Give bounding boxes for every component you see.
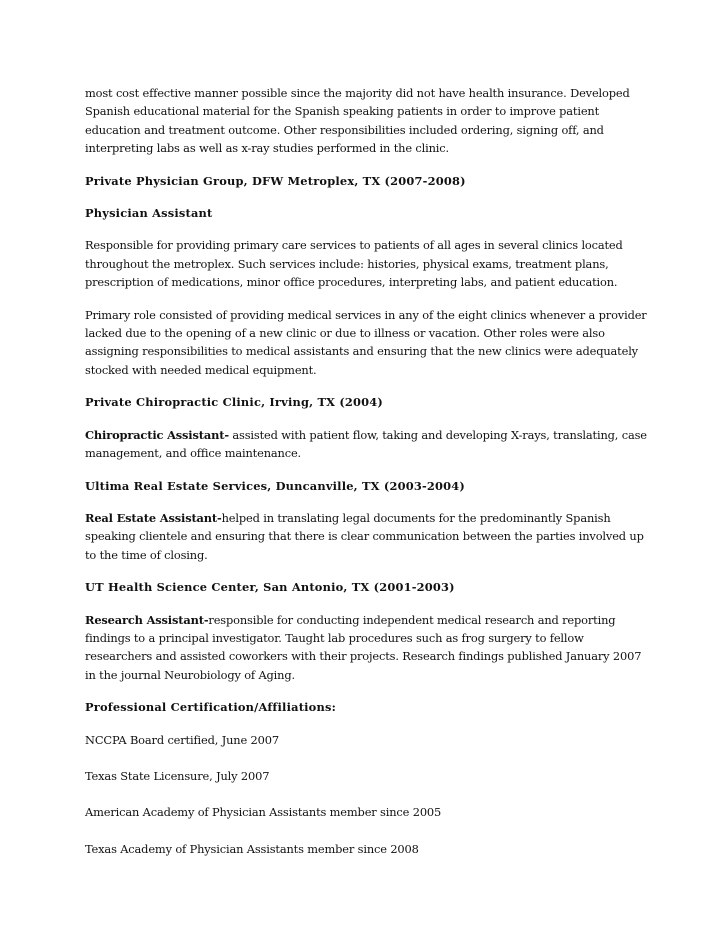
certification-item: Texas Academy of Physician Assistants member since 2008 xyxy=(85,841,419,856)
resume-page xyxy=(85,84,650,876)
employer-heading-ultima-real-estate: Ultima Real Estate Services, Duncanville, TX (2003-2004) xyxy=(85,478,465,493)
role-label: Research Assistant- xyxy=(85,612,209,627)
job-role-real-estate-assistant xyxy=(85,509,650,564)
certifications-heading: Professional Certification/Affiliations: xyxy=(85,700,336,715)
job-description-paragraph: Responsible for providing primary care services to patients of all ages in several clinics located throughout the metroplex. Such services include: histories, physical exams, treatment plans, prescription of medications, minor office procedures, interpreting labs, and patient education. xyxy=(85,238,623,290)
role-label: Real Estate Assistant- xyxy=(85,510,222,525)
certification-item: Texas State Licensure, July 2007 xyxy=(85,768,270,783)
employer-heading-private-physician-group: Private Physician Group, DFW Metroplex, TX (2007-2008) xyxy=(85,173,466,188)
role-description: assisted with patient flow, taking and developing X-rays, translating, case management, and office maintenance. xyxy=(85,427,647,461)
intro-paragraph: most cost effective manner possible since the majority did not have health insurance. Developed Spanish educational material for the Spanish speaking patients in order to improve patient education and treatment outcome. Other responsibilities included ordering, signing off, and interpreting labs as well as x-ray studies performed in the clinic. xyxy=(85,86,630,156)
employer-heading-ut-health-science-center: UT Health Science Center, San Antonio, TX (2001-2003) xyxy=(85,580,455,595)
certification-item: NCCPA Board certified, June 2007 xyxy=(85,732,279,747)
job-title-physician-assistant: Physician Assistant xyxy=(85,206,213,221)
role-description: responsible for conducting independent medical research and reporting findings to a principal investigator. Taught lab procedures such as frog surgery to fellow researchers and assisted coworkers with their projects. Research findings published January 2007 in the journal Neurobiology of Aging. xyxy=(85,612,642,682)
job-role-research-assistant xyxy=(85,611,650,685)
certification-item: American Academy of Physician Assistants member since 2005 xyxy=(85,805,442,820)
role-description: helped in translating legal documents for the predominantly Spanish speaking clientele and ensuring that there is clear communication between the parties involved up to the time of closing. xyxy=(85,510,644,562)
employer-heading-chiropractic-clinic: Private Chiropractic Clinic, Irving, TX (2004) xyxy=(85,395,384,410)
role-label: Chiropractic Assistant- xyxy=(85,427,229,442)
job-role-chiropractic-assistant xyxy=(85,426,650,463)
job-description-paragraph: Primary role consisted of providing medical services in any of the eight clinics whenever a provider lacked due to the opening of a new clinic or due to illness or vacation. Other roles were also assigning responsibilities to medical assistants and ensuring that the new clinics were adequately stocked with needed medical equipment. xyxy=(85,307,647,377)
